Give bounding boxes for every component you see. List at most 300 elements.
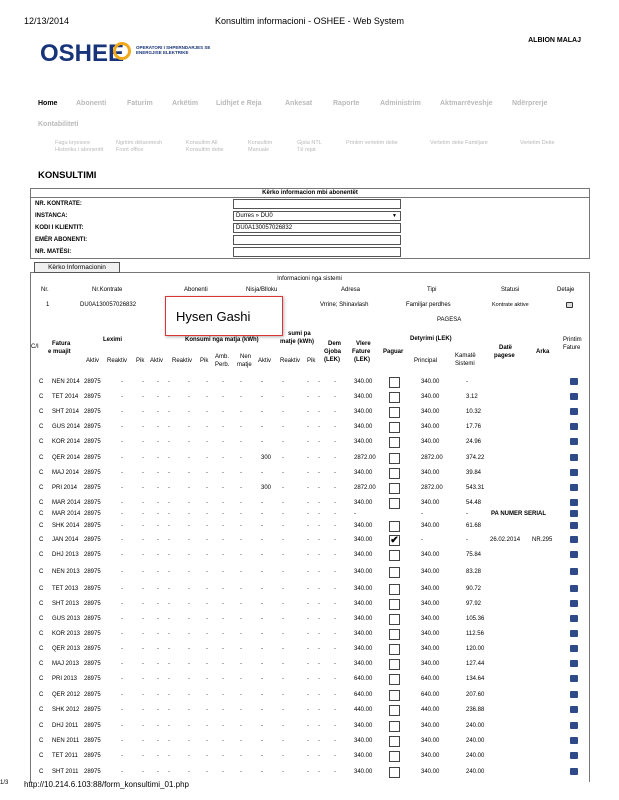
row-interest: 105.36 bbox=[466, 616, 485, 622]
row-empty-cell: - bbox=[307, 485, 309, 491]
print-url: http://10.214.6.103:88/form_konsultimi_01.php bbox=[24, 780, 189, 789]
row-code: 28975 bbox=[84, 769, 101, 775]
row-empty-cell: - bbox=[206, 455, 208, 461]
row-empty-cell: - bbox=[142, 485, 144, 491]
row-note: PA NUMER SERIAL bbox=[491, 511, 547, 517]
client-code-label: KODI I KLIENTIT: bbox=[35, 225, 84, 231]
row-invoice-value: 340.00 bbox=[354, 500, 373, 506]
row-interest: 17.76 bbox=[466, 424, 482, 430]
row-ci: C bbox=[39, 661, 44, 667]
row-code: 28975 bbox=[84, 470, 101, 476]
row-empty-cell: - bbox=[121, 661, 123, 667]
subscriber-name-label: EMËR ABONENTI: bbox=[35, 237, 88, 243]
row-ci: C bbox=[39, 646, 44, 652]
nav-ankesat[interactable]: Ankesat bbox=[285, 100, 313, 107]
meter-number-input[interactable] bbox=[233, 247, 401, 257]
row-empty-cell: - bbox=[282, 646, 284, 652]
row-empty-cell: - bbox=[142, 455, 144, 461]
nav-arketim[interactable]: Arkëtim bbox=[172, 100, 199, 107]
row-principal: 340.00 bbox=[421, 379, 440, 385]
row-principal: 440.00 bbox=[421, 707, 440, 713]
row-interest: 374.22 bbox=[466, 455, 485, 461]
row-empty-cell: - bbox=[240, 500, 242, 506]
instance-select[interactable]: Durres » DU0 ▼ bbox=[233, 211, 401, 221]
row-empty-cell: - bbox=[188, 738, 190, 744]
row-empty-cell: - bbox=[121, 409, 123, 415]
row-empty-cell: - bbox=[168, 511, 170, 517]
row-empty-cell: - bbox=[222, 424, 224, 430]
paid-checkbox[interactable] bbox=[389, 751, 400, 762]
row-empty-cell: - bbox=[206, 523, 208, 529]
row-empty-cell: - bbox=[142, 537, 144, 543]
row-empty-cell: - bbox=[157, 723, 159, 729]
print-invoice-icon[interactable] bbox=[570, 752, 578, 759]
paid-checkbox[interactable] bbox=[389, 614, 400, 625]
row-month: TET 2013 bbox=[52, 586, 79, 592]
details-icon[interactable] bbox=[566, 302, 573, 310]
row-empty-cell: - bbox=[222, 394, 224, 400]
row-empty-cell: - bbox=[157, 537, 159, 543]
subnav-item-3[interactable]: Konsultim All Konsultim detie bbox=[186, 140, 224, 153]
row-empty-cell: - bbox=[168, 500, 170, 506]
row-code: 28975 bbox=[84, 661, 101, 667]
logo-brand: OSHEE bbox=[40, 40, 125, 67]
row-empty-cell: - bbox=[142, 753, 144, 759]
row-empty-cell: - bbox=[318, 692, 320, 698]
row-month: DHJ 2011 bbox=[52, 723, 79, 729]
row-empty-cell: - bbox=[121, 485, 123, 491]
row-empty-cell: - bbox=[188, 379, 190, 385]
nav-administrim[interactable]: Administrim bbox=[380, 100, 421, 107]
row-interest: 543.31 bbox=[466, 485, 485, 491]
row-empty-cell: - bbox=[168, 692, 170, 698]
row-empty-cell: - bbox=[188, 586, 190, 592]
row-empty-cell: - bbox=[121, 394, 123, 400]
row-empty-cell: - bbox=[188, 753, 190, 759]
row-no-meter-active: - bbox=[261, 394, 263, 400]
row-no-meter-active: - bbox=[261, 723, 263, 729]
paid-checkbox[interactable] bbox=[389, 453, 400, 464]
row-invoice-value: 340.00 bbox=[354, 379, 373, 385]
row-empty-cell: - bbox=[121, 455, 123, 461]
row-code: 28975 bbox=[84, 455, 101, 461]
paid-checkbox[interactable] bbox=[389, 674, 400, 685]
subnav-item-6[interactable]: Printim vertetim detie bbox=[346, 140, 398, 146]
row-empty-cell: - bbox=[121, 707, 123, 713]
print-invoice-icon[interactable] bbox=[570, 484, 578, 491]
row-principal: 340.00 bbox=[421, 409, 440, 415]
row-empty-cell: - bbox=[282, 738, 284, 744]
row-empty-cell: - bbox=[157, 753, 159, 759]
row-code: 28975 bbox=[84, 753, 101, 759]
print-invoice-icon[interactable] bbox=[570, 675, 578, 682]
row-principal: 340.00 bbox=[421, 439, 440, 445]
paid-checkbox[interactable] bbox=[389, 437, 400, 448]
subnav-item-5[interactable]: Gjsta NTL Të rejat bbox=[297, 140, 322, 153]
table-row bbox=[0, 376, 619, 389]
print-invoice-icon[interactable] bbox=[570, 737, 578, 744]
contract-label: NR. KONTRATE: bbox=[35, 201, 82, 207]
print-invoice-icon[interactable] bbox=[570, 522, 578, 529]
h-date: Datë bbox=[499, 345, 513, 351]
row-empty-cell: - bbox=[168, 379, 170, 385]
nav-abonenti[interactable]: Abonenti bbox=[76, 100, 107, 107]
print-invoice-icon[interactable] bbox=[570, 454, 578, 461]
row-ci: C bbox=[39, 586, 44, 592]
row-interest: 75.84 bbox=[466, 552, 482, 558]
row-empty-cell: - bbox=[222, 569, 224, 575]
row-empty-cell: - bbox=[222, 485, 224, 491]
row-month: PRI 2014 bbox=[52, 485, 78, 491]
row-empty-cell: - bbox=[318, 409, 320, 415]
row-code: 28975 bbox=[84, 409, 101, 415]
row-empty-cell: - bbox=[282, 394, 284, 400]
print-invoice-icon[interactable] bbox=[570, 510, 578, 517]
info-row-nr: 1 bbox=[46, 302, 50, 308]
row-ci: C bbox=[39, 409, 44, 415]
row-no-meter-active: - bbox=[261, 424, 263, 430]
h-gjoba: Gjoba bbox=[324, 349, 342, 355]
row-empty-cell: - bbox=[121, 631, 123, 637]
row-empty-cell: - bbox=[318, 552, 320, 558]
row-interest: 39.84 bbox=[466, 470, 482, 476]
row-code: 28975 bbox=[84, 586, 101, 592]
print-invoice-icon[interactable] bbox=[570, 660, 578, 667]
print-invoice-icon[interactable] bbox=[570, 551, 578, 558]
paid-checkbox[interactable] bbox=[389, 584, 400, 595]
row-empty-cell: - bbox=[188, 470, 190, 476]
row-empty-cell: - bbox=[142, 523, 144, 529]
row-empty-cell: - bbox=[334, 409, 336, 415]
print-invoice-icon[interactable] bbox=[570, 600, 578, 607]
nav-kontabiliteti[interactable]: Kontabiliteti bbox=[38, 121, 79, 128]
h-pik-1: Pik bbox=[136, 358, 145, 364]
row-empty-cell: - bbox=[307, 646, 309, 652]
page-title: KONSULTIMI bbox=[38, 170, 97, 181]
paid-checkbox[interactable] bbox=[389, 422, 400, 433]
row-empty-cell: - bbox=[168, 523, 170, 529]
row-month: SHK 2014 bbox=[52, 523, 80, 529]
paid-checkbox[interactable] bbox=[389, 392, 400, 403]
row-payment-date: 26.02.2014 bbox=[490, 537, 521, 543]
row-empty-cell: - bbox=[206, 439, 208, 445]
row-ci: C bbox=[39, 707, 44, 713]
row-empty-cell: - bbox=[282, 537, 284, 543]
row-empty-cell: - bbox=[142, 424, 144, 430]
row-month: SHT 2014 bbox=[52, 409, 79, 415]
row-empty-cell: - bbox=[142, 569, 144, 575]
contract-input[interactable] bbox=[233, 199, 401, 209]
row-invoice-value: 340.00 bbox=[354, 470, 373, 476]
row-month: MAR 2014 bbox=[52, 511, 81, 517]
row-principal: 340.00 bbox=[421, 470, 440, 476]
row-principal: 340.00 bbox=[421, 631, 440, 637]
row-empty-cell: - bbox=[334, 661, 336, 667]
table-row bbox=[0, 467, 619, 480]
print-invoice-icon[interactable] bbox=[570, 645, 578, 652]
row-invoice-value: 340.00 bbox=[354, 409, 373, 415]
paid-checkbox[interactable] bbox=[389, 644, 400, 655]
paid-checkbox[interactable] bbox=[389, 690, 400, 701]
subnav-item-7[interactable]: Vertetim detie Familjare bbox=[430, 140, 488, 146]
paid-checkbox[interactable] bbox=[389, 767, 400, 778]
row-empty-cell: - bbox=[318, 424, 320, 430]
row-empty-cell: - bbox=[318, 537, 320, 543]
row-invoice-value: 340.00 bbox=[354, 586, 373, 592]
row-empty-cell: - bbox=[206, 692, 208, 698]
row-empty-cell: - bbox=[282, 601, 284, 607]
row-invoice-value: 340.00 bbox=[354, 394, 373, 400]
table-row bbox=[0, 482, 619, 495]
row-empty-cell: - bbox=[168, 646, 170, 652]
row-interest: - bbox=[466, 379, 468, 385]
row-empty-cell: - bbox=[157, 646, 159, 652]
row-empty-cell: - bbox=[334, 470, 336, 476]
row-empty-cell: - bbox=[188, 409, 190, 415]
row-principal: - bbox=[421, 537, 423, 543]
subnav-item-2[interactable]: Ngritim dëtanmesh Front office bbox=[116, 140, 163, 153]
row-empty-cell: - bbox=[206, 586, 208, 592]
row-empty-cell: - bbox=[157, 661, 159, 667]
row-invoice-value: 340.00 bbox=[354, 537, 373, 543]
row-empty-cell: - bbox=[206, 470, 208, 476]
row-empty-cell: - bbox=[282, 769, 284, 775]
row-empty-cell: - bbox=[222, 661, 224, 667]
paid-checkbox[interactable] bbox=[389, 599, 400, 610]
row-invoice-value: 340.00 bbox=[354, 631, 373, 637]
row-empty-cell: - bbox=[168, 661, 170, 667]
row-empty-cell: - bbox=[142, 500, 144, 506]
row-no-meter-active: - bbox=[261, 500, 263, 506]
h-aktiv-3: Aktiv bbox=[258, 358, 272, 364]
row-empty-cell: - bbox=[188, 537, 190, 543]
row-month: NEN 2014 bbox=[52, 379, 80, 385]
print-invoice-icon[interactable] bbox=[570, 722, 578, 729]
nav-aktmarreveshje[interactable]: Aktmarrëveshje bbox=[440, 100, 493, 107]
row-empty-cell: - bbox=[157, 631, 159, 637]
paid-checkbox[interactable] bbox=[389, 377, 400, 388]
client-code-input[interactable]: DU0A130057026832 bbox=[233, 223, 401, 233]
row-month: MAR 2014 bbox=[52, 500, 81, 506]
row-empty-cell: - bbox=[206, 500, 208, 506]
info-title: Informacioni nga sistemi bbox=[277, 276, 342, 282]
nav-faturim[interactable]: Faturim bbox=[127, 100, 153, 107]
row-invoice-value: 640.00 bbox=[354, 676, 373, 682]
row-empty-cell: - bbox=[307, 769, 309, 775]
print-invoice-icon[interactable] bbox=[570, 585, 578, 592]
print-invoice-icon[interactable] bbox=[570, 499, 578, 506]
paid-checkbox[interactable] bbox=[389, 659, 400, 670]
row-empty-cell: - bbox=[206, 537, 208, 543]
subnav-item-8[interactable]: Vertetim Detie bbox=[520, 140, 555, 146]
row-empty-cell: - bbox=[318, 569, 320, 575]
subnav-item-1[interactable]: Fagu kryesore Historiku i abonentit bbox=[55, 140, 104, 153]
subscriber-name-input[interactable] bbox=[233, 235, 401, 245]
h-reaktiv-3: Reaktiv bbox=[280, 358, 301, 364]
paid-checkbox[interactable] bbox=[389, 483, 400, 494]
print-invoice-icon[interactable] bbox=[570, 423, 578, 430]
paid-checkbox[interactable] bbox=[389, 721, 400, 732]
row-empty-cell: - bbox=[334, 485, 336, 491]
row-empty-cell: - bbox=[222, 676, 224, 682]
row-invoice-value: 2872.00 bbox=[354, 455, 376, 461]
row-empty-cell: - bbox=[334, 738, 336, 744]
row-empty-cell: - bbox=[240, 424, 242, 430]
row-empty-cell: - bbox=[188, 500, 190, 506]
row-invoice-value: 340.00 bbox=[354, 661, 373, 667]
row-no-meter-active: - bbox=[261, 676, 263, 682]
row-empty-cell: - bbox=[222, 769, 224, 775]
row-empty-cell: - bbox=[334, 753, 336, 759]
row-empty-cell: - bbox=[240, 646, 242, 652]
row-no-meter-active: - bbox=[261, 661, 263, 667]
table-row bbox=[0, 598, 619, 611]
row-empty-cell: - bbox=[168, 723, 170, 729]
info-h-nr: Nr. bbox=[41, 287, 49, 293]
row-empty-cell: - bbox=[206, 379, 208, 385]
row-empty-cell: - bbox=[307, 537, 309, 543]
row-no-meter-active: - bbox=[261, 523, 263, 529]
paid-checkbox[interactable]: ✔ bbox=[390, 535, 399, 546]
row-no-meter-active: - bbox=[261, 470, 263, 476]
row-empty-cell: - bbox=[307, 586, 309, 592]
row-month: QER 2012 bbox=[52, 692, 81, 698]
print-invoice-icon[interactable] bbox=[570, 469, 578, 476]
row-empty-cell: - bbox=[142, 769, 144, 775]
nav-lidhjet-e-reja[interactable]: Lidhjet e Reja bbox=[216, 100, 262, 107]
print-invoice-icon[interactable] bbox=[570, 768, 578, 775]
row-ci: C bbox=[39, 394, 44, 400]
paid-checkbox[interactable] bbox=[389, 407, 400, 418]
print-invoice-icon[interactable] bbox=[570, 615, 578, 622]
row-principal: 340.00 bbox=[421, 500, 440, 506]
row-ci: C bbox=[39, 616, 44, 622]
nav-raporte[interactable]: Raporte bbox=[333, 100, 360, 107]
print-invoice-icon[interactable] bbox=[570, 568, 578, 575]
row-principal: 340.00 bbox=[421, 769, 440, 775]
row-empty-cell: - bbox=[188, 523, 190, 529]
row-empty-cell: - bbox=[334, 424, 336, 430]
table-row bbox=[0, 391, 619, 404]
row-principal: 340.00 bbox=[421, 646, 440, 652]
row-code: 28975 bbox=[84, 500, 101, 506]
row-empty-cell: - bbox=[307, 707, 309, 713]
row-principal: 340.00 bbox=[421, 523, 440, 529]
row-empty-cell: - bbox=[334, 394, 336, 400]
row-empty-cell: - bbox=[157, 379, 159, 385]
row-empty-cell: - bbox=[334, 769, 336, 775]
print-invoice-icon[interactable] bbox=[570, 630, 578, 637]
row-no-meter-active: - bbox=[261, 738, 263, 744]
row-empty-cell: - bbox=[121, 692, 123, 698]
print-invoice-icon[interactable] bbox=[570, 408, 578, 415]
info-h-details: Detaje bbox=[557, 287, 575, 293]
h-muajit: e muajit bbox=[48, 349, 71, 355]
print-invoice-icon[interactable] bbox=[570, 438, 578, 445]
row-empty-cell: - bbox=[121, 500, 123, 506]
row-empty-cell: - bbox=[282, 569, 284, 575]
row-code: 28975 bbox=[84, 523, 101, 529]
row-empty-cell: - bbox=[121, 424, 123, 430]
row-month: MAJ 2014 bbox=[52, 470, 80, 476]
row-empty-cell: - bbox=[157, 511, 159, 517]
row-interest: 127.44 bbox=[466, 661, 485, 667]
row-empty-cell: - bbox=[240, 379, 242, 385]
print-invoice-icon[interactable] bbox=[570, 706, 578, 713]
row-invoice-value: 340.00 bbox=[354, 646, 373, 652]
print-invoice-icon[interactable] bbox=[570, 536, 578, 543]
row-empty-cell: - bbox=[240, 631, 242, 637]
paid-checkbox[interactable] bbox=[389, 705, 400, 716]
row-empty-cell: - bbox=[334, 692, 336, 698]
print-invoice-icon[interactable] bbox=[570, 393, 578, 400]
row-no-meter-active: - bbox=[261, 511, 263, 517]
subnav-item-4[interactable]: Konsultim Manuale bbox=[248, 140, 273, 153]
h-reaktiv-1: Reaktiv bbox=[107, 358, 128, 364]
print-invoice-icon[interactable] bbox=[570, 691, 578, 698]
print-invoice-icon[interactable] bbox=[570, 378, 578, 385]
row-code: 28975 bbox=[84, 692, 101, 698]
row-empty-cell: - bbox=[121, 738, 123, 744]
paid-checkbox[interactable] bbox=[389, 521, 400, 532]
row-empty-cell: - bbox=[121, 523, 123, 529]
info-row-status: Kontrate aktive bbox=[492, 302, 529, 308]
paid-checkbox[interactable] bbox=[389, 550, 400, 561]
row-empty-cell: - bbox=[307, 692, 309, 698]
row-empty-cell: - bbox=[222, 631, 224, 637]
row-empty-cell: - bbox=[188, 631, 190, 637]
row-empty-cell: - bbox=[168, 409, 170, 415]
table-row bbox=[0, 421, 619, 434]
row-empty-cell: - bbox=[334, 439, 336, 445]
row-empty-cell: - bbox=[188, 569, 190, 575]
row-empty-cell: - bbox=[334, 676, 336, 682]
row-code: 28975 bbox=[84, 601, 101, 607]
row-empty-cell: - bbox=[206, 738, 208, 744]
h-lek1: (LEK) bbox=[324, 357, 340, 363]
paid-checkbox[interactable] bbox=[389, 629, 400, 640]
paid-checkbox[interactable] bbox=[389, 468, 400, 479]
row-no-meter-active: 300 bbox=[261, 455, 272, 461]
row-empty-cell: - bbox=[307, 738, 309, 744]
row-empty-cell: - bbox=[334, 552, 336, 558]
search-button[interactable]: Kërko Informacionin bbox=[34, 262, 120, 273]
paid-checkbox[interactable] bbox=[389, 736, 400, 747]
row-empty-cell: - bbox=[318, 769, 320, 775]
nav-home[interactable]: Home bbox=[38, 100, 58, 107]
row-empty-cell: - bbox=[168, 537, 170, 543]
row-empty-cell: - bbox=[282, 470, 284, 476]
row-empty-cell: - bbox=[282, 409, 284, 415]
row-ci: C bbox=[39, 753, 44, 759]
row-no-meter-active: - bbox=[261, 379, 263, 385]
row-no-meter-active: - bbox=[261, 552, 263, 558]
row-empty-cell: - bbox=[121, 753, 123, 759]
row-principal: 2872.00 bbox=[421, 485, 443, 491]
row-empty-cell: - bbox=[222, 707, 224, 713]
row-code: 28975 bbox=[84, 707, 101, 713]
row-empty-cell: - bbox=[240, 455, 242, 461]
row-interest: 240.00 bbox=[466, 723, 485, 729]
table-row bbox=[0, 704, 619, 717]
row-empty-cell: - bbox=[307, 631, 309, 637]
h-konsumi: Konsumi nga matja (kWh) bbox=[185, 337, 259, 343]
row-no-meter-active: - bbox=[261, 569, 263, 575]
paid-checkbox[interactable] bbox=[389, 567, 400, 578]
row-empty-cell: - bbox=[318, 485, 320, 491]
nav-nderprerje[interactable]: Ndërprerje bbox=[512, 100, 548, 107]
row-invoice-value: 340.00 bbox=[354, 523, 373, 529]
